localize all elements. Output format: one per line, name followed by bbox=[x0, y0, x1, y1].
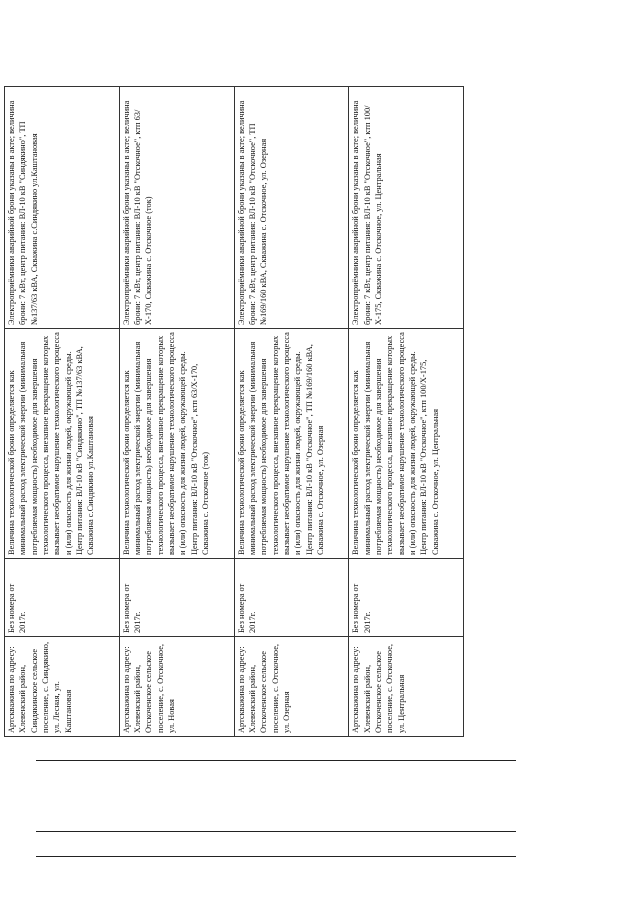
address-cell: Артскважина по адресу: Хлевенский район, Отскоченское сельское поселение, с. Отскочное, ул. Новая bbox=[119, 637, 234, 737]
table-row bbox=[5, 87, 120, 737]
reservation-table bbox=[4, 86, 464, 737]
number-cell: Без номера от 2017г. bbox=[5, 559, 120, 637]
divider-line bbox=[36, 760, 516, 761]
table-row bbox=[349, 87, 464, 737]
table-row bbox=[119, 87, 234, 737]
number-cell: Без номера от 2017г. bbox=[349, 559, 464, 637]
address-cell: Артскважина по адресу: Хлевенский район, Синдякинское сельское поселение, с. Синдякино, ул. Лесная, ул. Каштановая bbox=[5, 637, 120, 737]
number-cell: Без номера от 2017г. bbox=[234, 559, 349, 637]
tech-reservation-cell: Величина технологической брони определяется как минимальный расход электрической энергии (минимальная потребляемая мощность) необходимое для завершения технологического процесса, внезапное прекращение которых вызывает необратимое нарушение технологического процесса и (или) опасность для жизни людей, окружающей среды. Центр питания: ВЛ-10 кВ "Отскочное", ТП №169/160 кВА, Скважина с. Отскочное, ул. Озерная bbox=[234, 329, 349, 559]
emergency-reservation-cell: Электроприёмники аварийной брони указаны в акте; величина брони: 7 кВт, центр питания: ВЛ-10 кВ "Отскочное", ТП №169/160 кВА, Скважина с. Отскочное, ул. Озерная bbox=[234, 87, 349, 329]
divider-line bbox=[36, 831, 516, 832]
table-row bbox=[234, 87, 349, 737]
divider-line bbox=[36, 856, 516, 857]
tech-reservation-cell: Величина технологической брони определяется как минимальный расход электрической энергии (минимальная потребляемая мощность) необходимое для завершения технологического процесса, внезапное прекращение которых вызывает необратимое нарушение технологического процесса и (или) опасность для жизни людей, окружающей среды. Центр питания: ВЛ-10 кВ "Отскочное", ктп 100/Х-175, Скважина с. Отскочное, ул. Центральная bbox=[349, 329, 464, 559]
number-cell: Без номера от 2017г. bbox=[119, 559, 234, 637]
emergency-reservation-cell: Электроприёмники аварийной брони указаны в акте; величина брони: 7 кВт, центр питания: ВЛ-10 кВ "Отскочное", ктп 100/Х-175, Скважина с. Отскочное, ул. Центральная bbox=[349, 87, 464, 329]
emergency-reservation-cell: Электроприёмники аварийной брони указаны в акте; величина брони: 7 кВт, центр питания: ВЛ-10 кВ "Отскочное", ктп 63/Х-170, Скважина с. Отскочное (ток) bbox=[119, 87, 234, 329]
address-cell: Артскважина по адресу: Хлевенский район, Отскоченское сельское поселение, с. Отскочное, ул. Озерная bbox=[234, 637, 349, 737]
tech-reservation-cell: Величина технологической брони определяется как минимальный расход электрической энергии (минимальная потребляемая мощность) необходимое для завершения технологического процесса, внезапное прекращение которых вызывает необратимое нарушение технологического процесса и (или) опасность для жизни людей, окружающей среды. Центр питания: ВЛ-10 кВ "Синдякино", ТП №137/63 кВА, Скважина с.Синдякино ул.Каштановая bbox=[5, 329, 120, 559]
tech-reservation-cell: Величина технологической брони определяется как минимальный расход электрической энергии (минимальная потребляемая мощность) необходимое для завершения технологического процесса, внезапное прекращение которых вызывает необратимое нарушение технологического процесса и (или) опасность для жизни людей, окружающей среды. Центр питания: ВЛ-10 кВ "Отскочное", ктп 63/Х-170, Скважина с. Отскочное (ток) bbox=[119, 329, 234, 559]
emergency-reservation-cell: Электроприёмники аварийной брони указаны в акте; величина брони: 7 кВт, центр питания: ВЛ-10 кВ "Синдякино", ТП №137/63 кВА, Скважина с.Синдякино ул.Каштановая bbox=[5, 87, 120, 329]
rotated-table-wrapper bbox=[4, 87, 464, 737]
address-cell: Артскважина по адресу: Хлевенский район, Отскоченское сельское поселение, с. Отскочное, ул. Центральная bbox=[349, 637, 464, 737]
